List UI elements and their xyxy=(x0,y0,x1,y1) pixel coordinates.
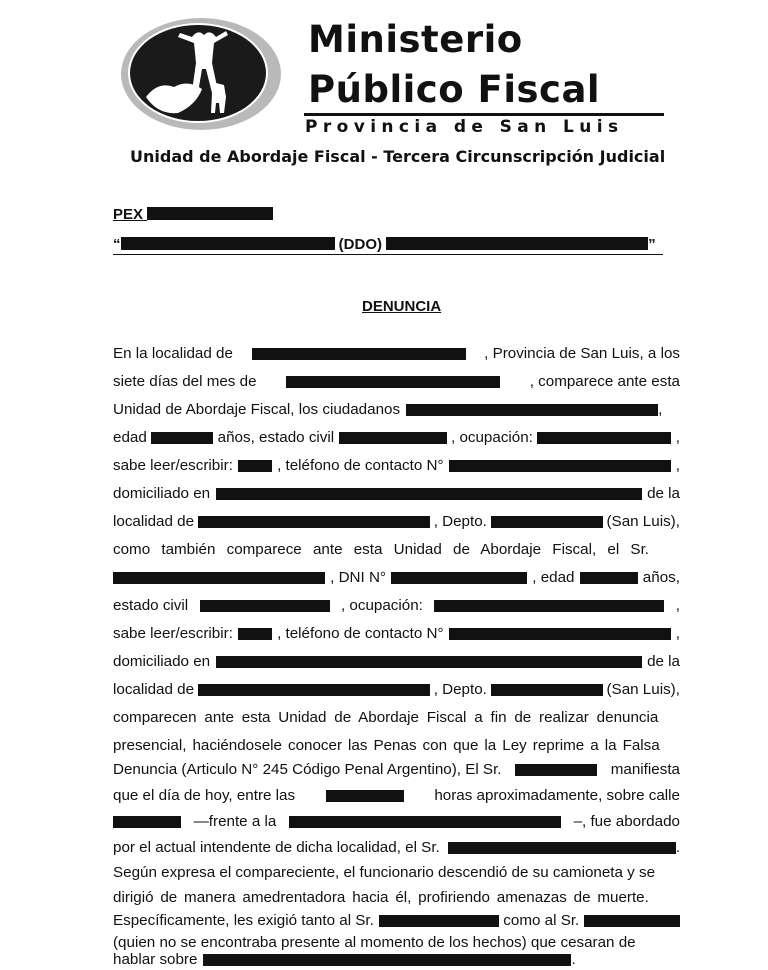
body-text: . xyxy=(675,839,680,856)
body-line xyxy=(113,484,680,504)
body-text: manifiesta xyxy=(610,761,680,778)
body-text: , ocupación: xyxy=(340,597,423,614)
body-text: Unidad de Abordaje Fiscal, los ciudadanos xyxy=(113,401,401,418)
body-text: presencial, haciéndosele conocer las Penas con que la Ley reprime a la Falsa xyxy=(113,737,660,754)
redaction-block xyxy=(449,628,671,640)
body-text: (San Luis), xyxy=(606,681,680,698)
body-text: años, estado civil xyxy=(217,429,335,446)
body-text: sabe leer/escribir: xyxy=(113,457,233,474)
body-text: , ocupación: xyxy=(451,429,533,446)
body-text: localidad de xyxy=(113,513,195,530)
redaction-block xyxy=(491,516,603,528)
body-line xyxy=(113,456,680,476)
body-line xyxy=(113,400,680,420)
redaction-block xyxy=(252,348,466,360)
body-text: horas aproximadamente, sobre calle xyxy=(434,787,680,804)
body-text: (San Luis), xyxy=(606,513,680,530)
body-text: . xyxy=(571,951,576,968)
body-text: domiciliado en xyxy=(113,485,211,502)
body-line xyxy=(113,624,680,644)
body-text: Específicamente, les exigió tanto al Sr. xyxy=(113,912,374,929)
body-text: , Depto. xyxy=(433,513,487,530)
body-text: , teléfono de contacto N° xyxy=(277,625,444,642)
body-line xyxy=(113,950,680,970)
body-text: , xyxy=(675,429,680,446)
redaction-block xyxy=(584,915,680,927)
body-text: Denuncia (Articulo N° 245 Código Penal Argentino), El Sr. xyxy=(113,761,502,778)
body-text: , xyxy=(675,597,680,614)
body-line xyxy=(113,863,680,883)
redaction-block xyxy=(339,432,447,444)
body-line xyxy=(113,652,680,672)
body-line xyxy=(113,838,680,858)
redaction-block xyxy=(406,404,658,416)
redaction-block xyxy=(386,237,648,250)
redaction-block xyxy=(198,684,430,696)
body-line xyxy=(113,736,680,756)
body-text: comparecen ante esta Unidad de Abordaje Fiscal a fin de realizar denuncia xyxy=(113,709,659,726)
body-line xyxy=(113,512,680,532)
body-line xyxy=(113,812,680,832)
redaction-block xyxy=(198,516,430,528)
body-line xyxy=(113,888,680,908)
body-line xyxy=(113,911,680,931)
body-text: –, fue abordado xyxy=(573,813,680,830)
redaction-block xyxy=(449,460,671,472)
redaction-block xyxy=(238,628,272,640)
redaction-block xyxy=(515,764,597,776)
unit-subtitle: Unidad de Abordaje Fiscal - Tercera Circunscripción Judicial xyxy=(130,147,666,166)
close-quote: ” xyxy=(648,236,656,253)
pex-label: PEX xyxy=(113,206,144,223)
body-text: años, xyxy=(642,569,680,586)
body-line xyxy=(113,344,680,364)
body-text: de la xyxy=(647,653,680,670)
body-text: , Provincia de San Luis, a los xyxy=(484,345,680,362)
org-title-line1: Ministerio xyxy=(308,18,523,61)
redaction-block xyxy=(216,488,642,500)
body-text: como al Sr. xyxy=(503,912,580,929)
body-line xyxy=(113,372,680,392)
body-text: , xyxy=(658,401,663,418)
body-line xyxy=(113,708,680,728)
body-text: , comparece ante esta xyxy=(529,373,680,390)
body-text: (quien no se encontraba presente al momento de los hechos) que cesaran de xyxy=(113,934,636,951)
body-text: , xyxy=(675,625,680,642)
redaction-block xyxy=(434,600,664,612)
redaction-block xyxy=(379,915,499,927)
ddo-label: (DDO) xyxy=(338,236,382,253)
body-text: , edad xyxy=(532,569,575,586)
redaction-block xyxy=(391,572,527,584)
body-text: siete días del mes de xyxy=(113,373,257,390)
redaction-block xyxy=(216,656,642,668)
redaction-block xyxy=(537,432,671,444)
case-title xyxy=(113,236,663,255)
body-text: domiciliado en xyxy=(113,653,211,670)
org-title-line2: Público Fiscal xyxy=(308,68,601,111)
body-text: —frente a la xyxy=(193,813,277,830)
document-heading: DENUNCIA xyxy=(362,298,442,315)
body-text: , Depto. xyxy=(433,681,487,698)
body-line xyxy=(113,428,680,448)
province-subtitle: Provincia de San Luis xyxy=(305,117,624,137)
body-line xyxy=(113,680,680,700)
redaction-block xyxy=(326,790,404,802)
redaction-block xyxy=(147,207,273,220)
ministry-logo xyxy=(118,15,284,133)
body-text: edad xyxy=(113,429,147,446)
body-text: como también comparece ante esta Unidad de Abordaje Fiscal, el Sr. xyxy=(113,541,650,558)
body-line xyxy=(113,540,680,560)
redaction-block xyxy=(203,954,571,966)
body-text: estado civil xyxy=(113,597,189,614)
redaction-block xyxy=(113,572,325,584)
body-text: En la localidad de xyxy=(113,345,233,362)
body-text: localidad de xyxy=(113,681,195,698)
open-quote: “ xyxy=(113,236,121,253)
pex-reference xyxy=(113,206,273,223)
body-text: por el actual intendente de dicha localidad, el Sr. xyxy=(113,839,440,856)
body-line xyxy=(113,760,680,780)
body-text: , xyxy=(675,457,680,474)
body-line xyxy=(113,568,680,588)
redaction-block xyxy=(113,816,181,828)
redaction-block xyxy=(121,237,335,250)
title-rule xyxy=(304,113,664,116)
body-text: hablar sobre xyxy=(113,951,198,968)
redaction-block xyxy=(491,684,603,696)
body-text: , DNI N° xyxy=(330,569,386,586)
redaction-block xyxy=(200,600,330,612)
redaction-block xyxy=(289,816,561,828)
body-line xyxy=(113,786,680,806)
body-text: que el día de hoy, entre las xyxy=(113,787,296,804)
body-text: sabe leer/escribir: xyxy=(113,625,233,642)
redaction-block xyxy=(286,376,500,388)
body-line xyxy=(113,596,680,616)
body-text: Según expresa el compareciente, el funcionario descendió de su camioneta y se xyxy=(113,864,656,881)
redaction-block xyxy=(580,572,638,584)
body-text: , teléfono de contacto N° xyxy=(277,457,444,474)
body-text: de la xyxy=(647,485,680,502)
body-text: dirigió de manera amedrentadora hacia él, profiriendo amenazas de muerte. xyxy=(113,889,649,906)
redaction-block xyxy=(238,460,272,472)
redaction-block xyxy=(448,842,676,854)
redaction-block xyxy=(151,432,213,444)
